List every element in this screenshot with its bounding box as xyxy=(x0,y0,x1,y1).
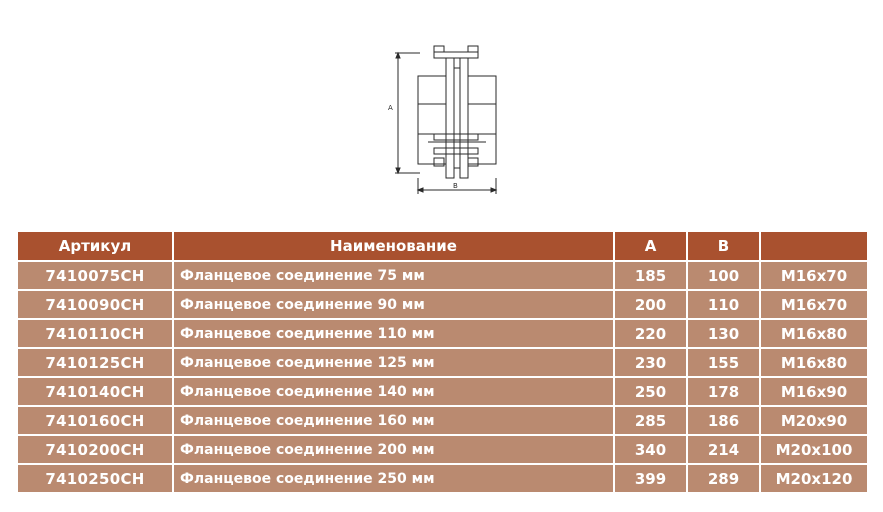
table-row xyxy=(17,319,868,348)
name-cell: Фланцевое соединение 140 мм xyxy=(173,377,614,406)
column-header-name: Наименование xyxy=(173,231,614,261)
b-cell: 214 xyxy=(687,435,760,464)
column-header-a: A xyxy=(614,231,687,261)
article-cell: 7410140CH xyxy=(17,377,173,406)
table-row xyxy=(17,377,868,406)
name-cell: Фланцевое соединение 90 мм xyxy=(173,290,614,319)
article-cell: 7410075CH xyxy=(17,261,173,290)
b-cell: 178 xyxy=(687,377,760,406)
a-cell: 250 xyxy=(614,377,687,406)
flange-connection-drawing xyxy=(380,38,510,198)
table-row xyxy=(17,290,868,319)
a-cell: 340 xyxy=(614,435,687,464)
bolt-cell: M20x120 xyxy=(760,464,868,493)
a-cell: 200 xyxy=(614,290,687,319)
table-row xyxy=(17,348,868,377)
bolt-cell: M16x70 xyxy=(760,290,868,319)
a-cell: 185 xyxy=(614,261,687,290)
name-cell: Фланцевое соединение 125 мм xyxy=(173,348,614,377)
article-cell: 7410250CH xyxy=(17,464,173,493)
column-header-b: B xyxy=(687,231,760,261)
bolt-cell: M16x70 xyxy=(760,261,868,290)
article-cell: 7410160CH xyxy=(17,406,173,435)
a-cell: 230 xyxy=(614,348,687,377)
specification-table xyxy=(16,230,869,494)
bolt-cell: M16x80 xyxy=(760,319,868,348)
name-cell: Фланцевое соединение 160 мм xyxy=(173,406,614,435)
b-cell: 155 xyxy=(687,348,760,377)
name-cell: Фланцевое соединение 200 мм xyxy=(173,435,614,464)
article-cell: 7410125CH xyxy=(17,348,173,377)
table-row xyxy=(17,406,868,435)
article-cell: 7410110CH xyxy=(17,319,173,348)
a-cell: 285 xyxy=(614,406,687,435)
a-cell: 399 xyxy=(614,464,687,493)
a-cell: 220 xyxy=(614,319,687,348)
bolt-cell: M20x90 xyxy=(760,406,868,435)
b-cell: 110 xyxy=(687,290,760,319)
bolt-cell: M16x90 xyxy=(760,377,868,406)
name-cell: Фланцевое соединение 75 мм xyxy=(173,261,614,290)
dimension-b-label: B xyxy=(453,182,458,190)
bolt-cell: M20x100 xyxy=(760,435,868,464)
b-cell: 186 xyxy=(687,406,760,435)
table-header-row xyxy=(17,231,868,261)
bolt-cell: M16x80 xyxy=(760,348,868,377)
name-cell: Фланцевое соединение 250 мм xyxy=(173,464,614,493)
table-row xyxy=(17,464,868,493)
table-row xyxy=(17,261,868,290)
column-header-article: Артикул xyxy=(17,231,173,261)
column-header-bolt xyxy=(760,231,868,261)
name-cell: Фланцевое соединение 110 мм xyxy=(173,319,614,348)
b-cell: 130 xyxy=(687,319,760,348)
b-cell: 289 xyxy=(687,464,760,493)
article-cell: 7410090CH xyxy=(17,290,173,319)
table-row xyxy=(17,435,868,464)
b-cell: 100 xyxy=(687,261,760,290)
dimension-a-label: A xyxy=(388,104,393,112)
article-cell: 7410200CH xyxy=(17,435,173,464)
